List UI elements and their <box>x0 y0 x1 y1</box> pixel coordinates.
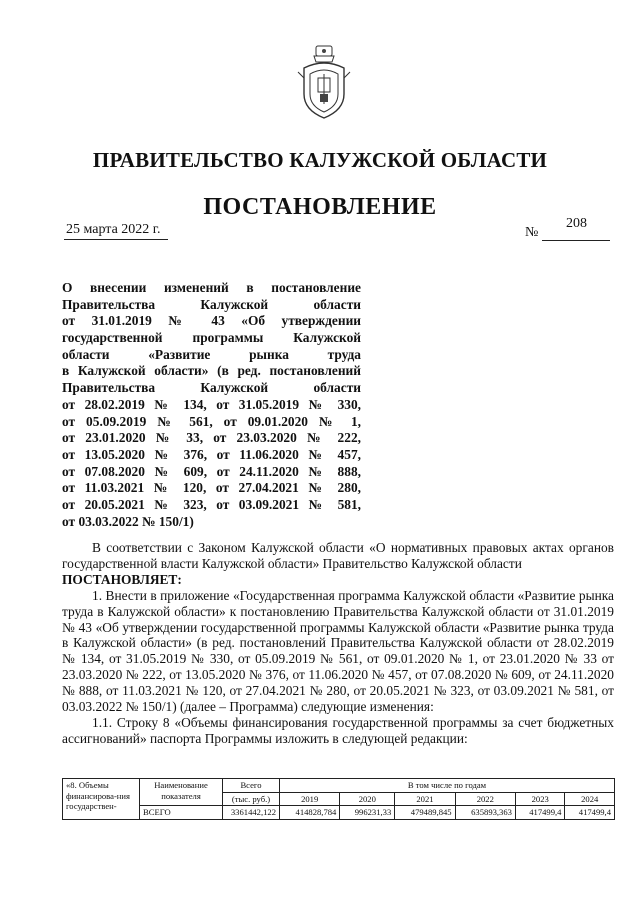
subject-line: области «Развитие рынка труда <box>62 346 361 362</box>
subject-line: от 28.02.2019 № 134, от 31.05.2019 № 330, <box>62 396 361 412</box>
number-underline <box>542 240 610 241</box>
subject-line: О внесении изменений в постановление <box>62 280 361 295</box>
header-total-cell: Всего <box>223 779 280 793</box>
coat-of-arms-emblem <box>296 44 352 122</box>
preamble-paragraph: В соответствии с Законом Калужской области «О нормативных правовых актах органов государственной власти Калужской области» Правительство Калужской области <box>62 540 614 571</box>
header-year-cell: 2021 <box>395 792 455 806</box>
document-date: 25 марта 2022 г. <box>66 222 161 237</box>
subject-line: Правительства Калужской области <box>62 296 361 312</box>
row-name-cell: ВСЕГО <box>140 806 223 820</box>
header-year-cell: 2020 <box>340 792 395 806</box>
table-row <box>63 806 615 820</box>
document-type-title: ПОСТАНОВЛЕНИЕ <box>203 194 437 220</box>
header-year-cell: 2024 <box>565 792 615 806</box>
row-value-cell: 479489,845 <box>395 806 455 820</box>
document-body <box>62 540 614 747</box>
row-value-cell: 635893,363 <box>455 806 515 820</box>
subject-line: Правительства Калужской области <box>62 380 361 396</box>
subject-line: от 20.05.2021 № 323, от 03.09.2021 № 581, <box>62 496 361 512</box>
table-header-row <box>63 779 615 793</box>
subject-line: от 03.03.2022 № 150/1) <box>62 513 194 529</box>
header-year-cell: 2023 <box>515 792 565 806</box>
resolves-heading: ПОСТАНОВЛЯЕТ: <box>62 571 182 587</box>
subject-line: от 11.03.2021 № 120, от 27.04.2021 № 280, <box>62 480 361 496</box>
government-name: ПРАВИТЕЛЬСТВО КАЛУЖСКОЙ ОБЛАСТИ <box>92 148 548 172</box>
document-subject <box>62 280 361 530</box>
subject-line: от 31.01.2019 № 43 «Об утверждении <box>62 313 361 329</box>
subject-line: в Калужской области» (в ред. постановлений <box>62 363 361 379</box>
subject-line: государственной программы Калужской <box>62 330 361 346</box>
row-value-cell: 417499,4 <box>515 806 565 820</box>
date-underline <box>64 239 168 240</box>
row-value-cell: 996231,33 <box>340 806 395 820</box>
item-1-1-paragraph: 1.1. Строку 8 «Объемы финансирования государственной программы за счет бюджетных ассигнований» паспорта Программы изложить в следующей редакции: <box>62 714 614 746</box>
header-total-unit-cell: (тыс. руб.) <box>223 792 280 806</box>
subject-line: от 07.08.2020 № 609, от 24.11.2020 № 888, <box>62 463 361 479</box>
financing-table <box>62 778 615 820</box>
subject-line: от 23.01.2020 № 33, от 23.03.2020 № 222, <box>62 430 361 446</box>
row-label-cell: «8. Объемы финансирова-ния государствен- <box>63 779 140 820</box>
header-years-group-cell: В том числе по годам <box>280 779 615 793</box>
row-value-cell: 417499,4 <box>565 806 615 820</box>
row-total-cell: 3361442,122 <box>223 806 280 820</box>
subject-line: от 13.05.2020 № 376, от 11.06.2020 № 457, <box>62 446 361 462</box>
item-1-paragraph: 1. Внести в приложение «Государственная программа Калужской области «Развитие рынка труда в Калужской области» к постановлению Правительства Калужской области от 31.01.2019 № 43 «Об утверждении государственной программы Калужской области «Развитие рынка труда в Калужской области» (в ред. постановлений Правительства Калужской области от 28.02.2019 № 134, от 31.05.2019 № 330, от 05.09.2019 № 561, от 09.01.2020 № 1, от 23.01.2020 № 33 от 23.03.2020 № 222, от 13.05.2020 № 376, от 11.06.2020 № 457, от 07.08.2020 № 609, от 24.11.2020 № 888, от 11.03.2021 № 120, от 27.04.2021 № 280, от 20.05.2021 № 323, от 03.09.2021 № 581, от 03.03.2022 № 150/1) (далее – Программа) следующие изменения: <box>62 587 614 715</box>
document-number: 208 <box>566 216 587 231</box>
number-label: № <box>525 225 539 240</box>
header-year-cell: 2022 <box>455 792 515 806</box>
row-value-cell: 414828,784 <box>280 806 340 820</box>
header-year-cell: 2019 <box>280 792 340 806</box>
subject-line: от 05.09.2019 № 561, от 09.01.2020 № 1, <box>62 413 361 429</box>
header-name-cell: Наименование показателя <box>140 779 223 806</box>
